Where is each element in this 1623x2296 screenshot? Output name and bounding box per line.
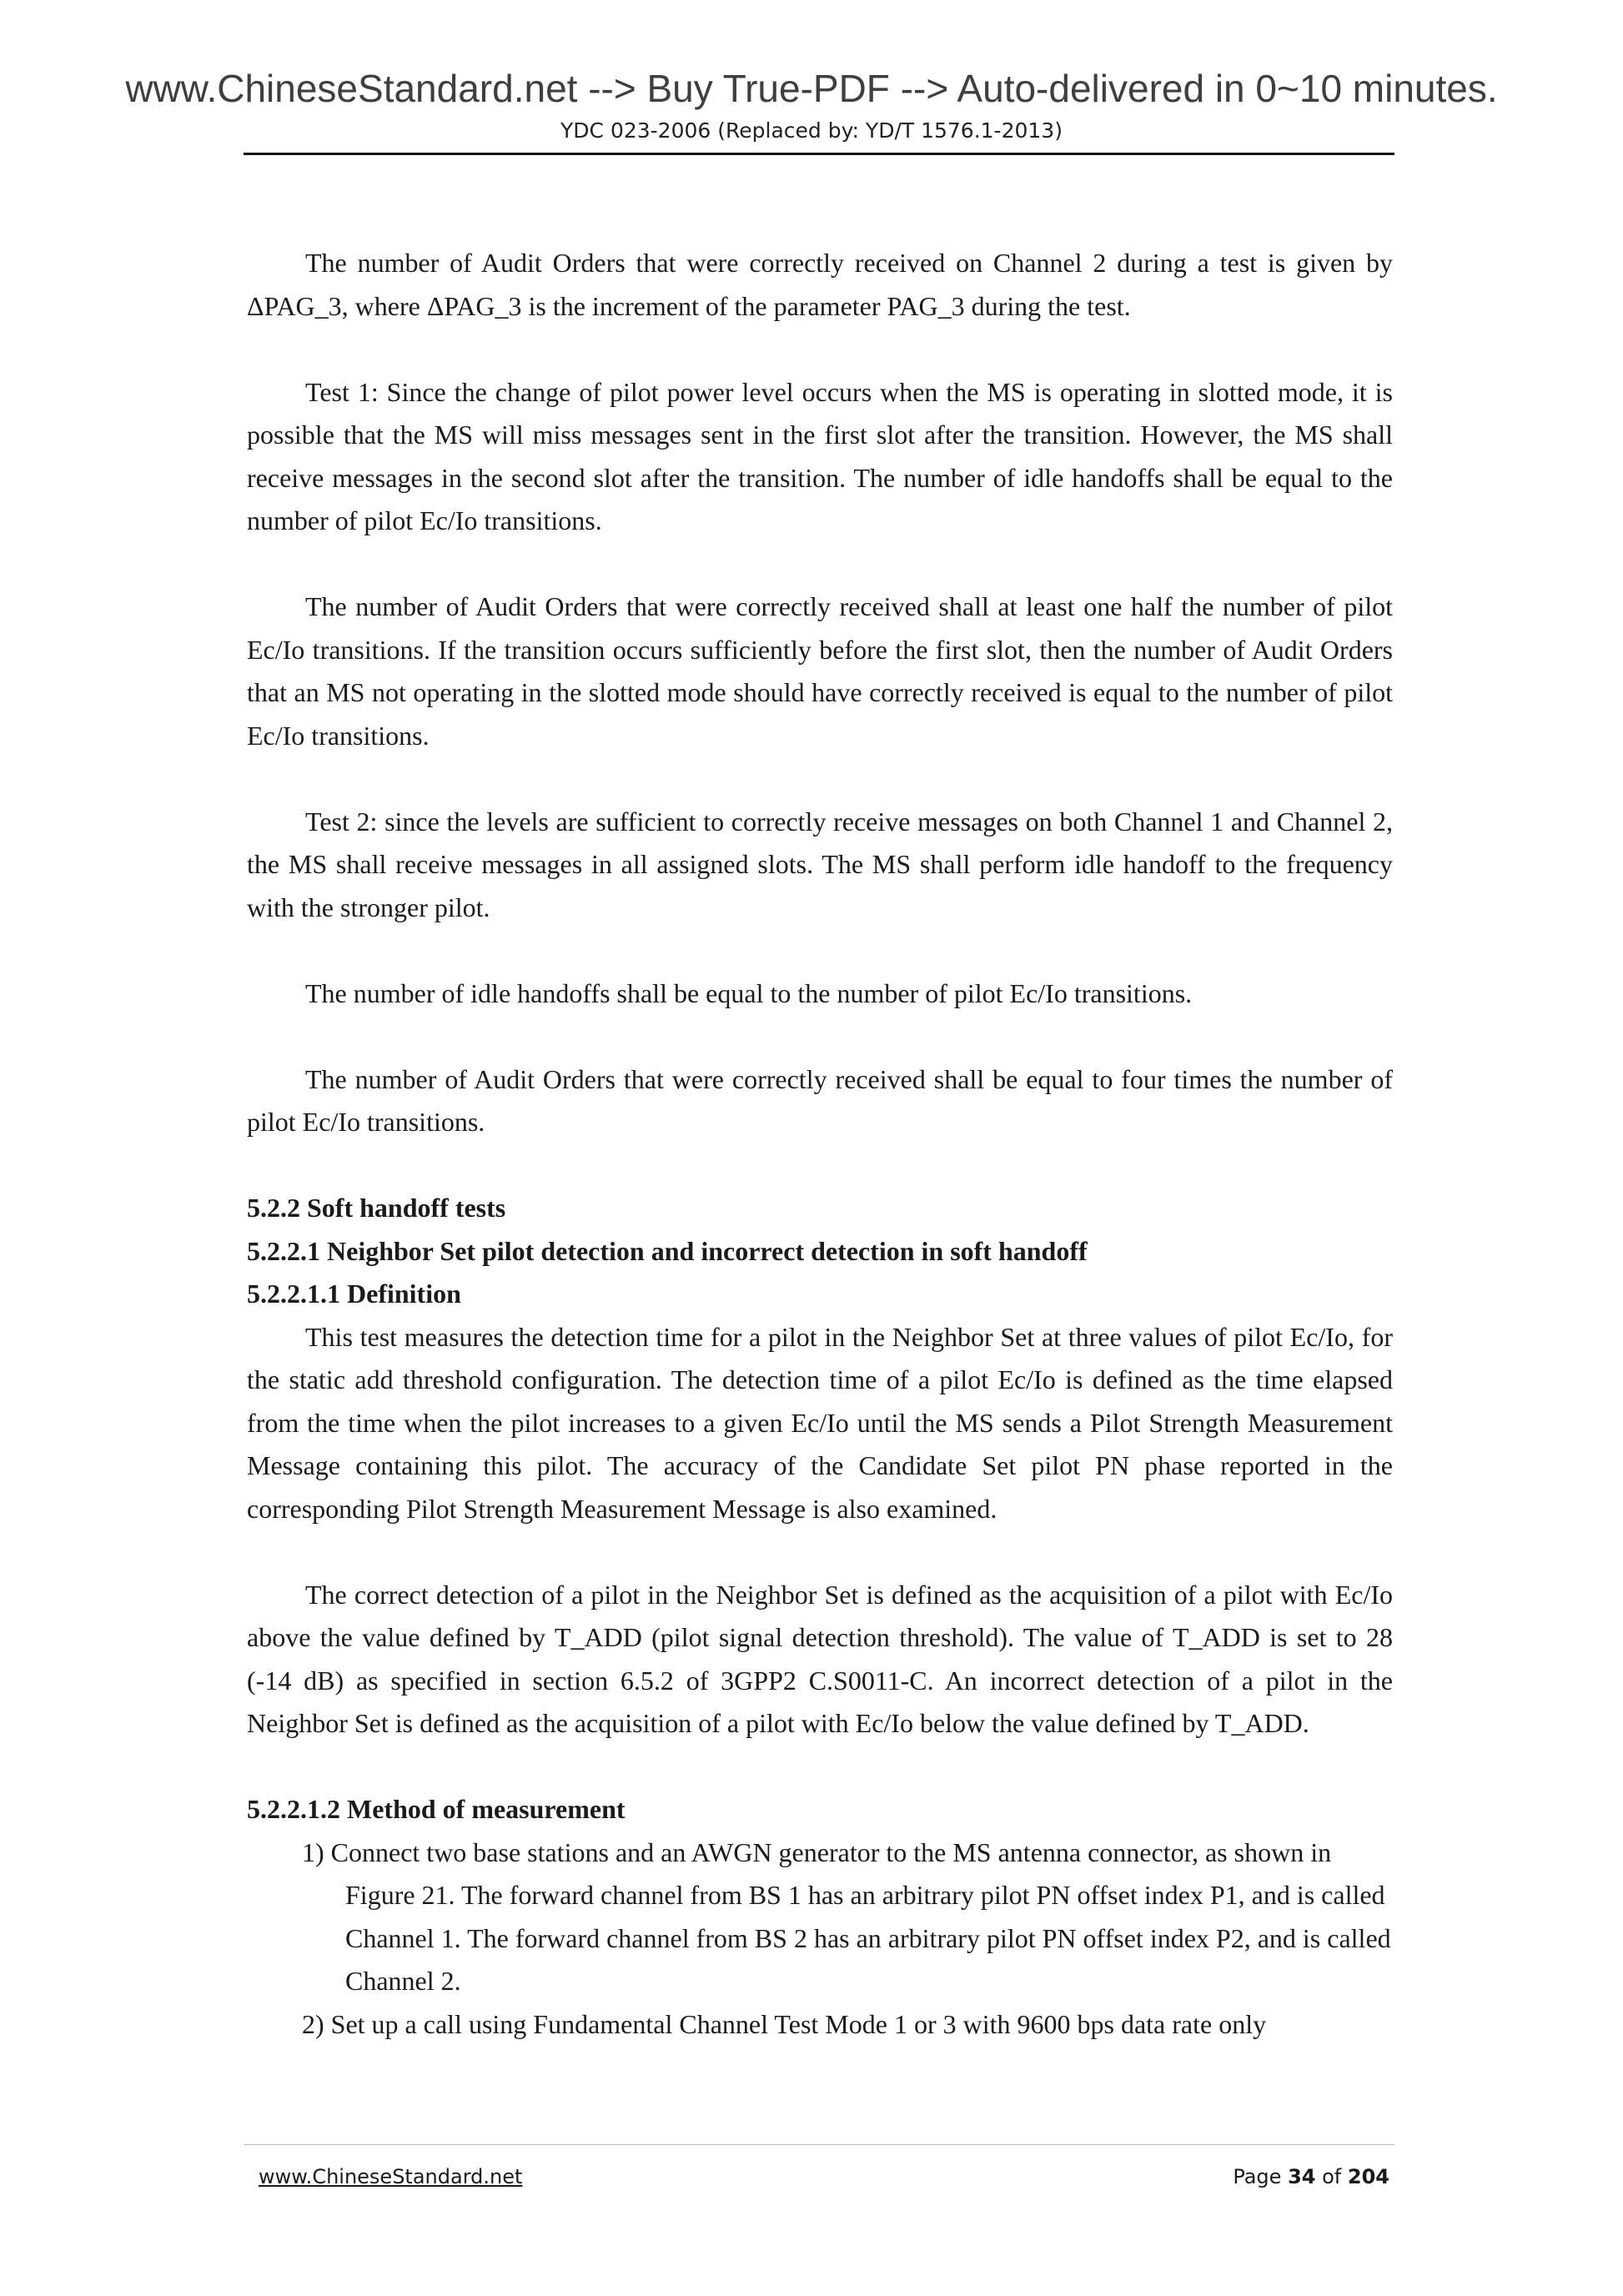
- paragraph-test-2: Test 2: since the levels are sufficient to correctly receive messages on both Channel 1 and Channel 2, the MS shall receive messages in all assigned slots. The MS shall perform idle handoff to the frequency with the stronger pilot.: [247, 806, 1393, 922]
- paragraph-audit-orders-four-times: The number of Audit Orders that were correctly received shall be equal to four times the number of pilot Ec/Io transitions.: [247, 1063, 1393, 1137]
- footer-site-link[interactable]: www.ChineseStandard.net: [259, 2165, 523, 2188]
- method-step-1: 1) Connect two base stations and an AWGN generator to the MS antenna connector, as shown in Figure 21. The forward channel from BS 1 has an arbitrary pilot PN offset index P1, and is called Channel 1. The forward channel from BS 2 has an arbitrary pilot PN offset index P2, and is called Channel 2.: [302, 1836, 1391, 1996]
- paragraph-correct-detection: The correct detection of a pilot in the Neighbor Set is defined as the acquisition of a pilot with Ec/Io above the value defined by T_ADD (pilot signal detection threshold). The value of T_ADD is set to 28 (-14 dB) as specified in section 6.5.2 of 3GPP2 C.S0011-C. An incorrect detection of a pilot in the Neighbor Set is defined as the acquisition of a pilot with Ec/Io below the value defined by T_ADD.: [247, 1579, 1393, 1738]
- page-body: [247, 242, 1393, 2046]
- method-step-2: 2) Set up a call using Fundamental Channel Test Mode 1 or 3 with 9600 bps data rate only: [302, 2008, 1267, 2039]
- section-heading-definition: 5.2.2.1.1 Definition: [247, 1279, 461, 1309]
- paragraph-test-1: Test 1: Since the change of pilot power level occurs when the MS is operating in slotted mode, it is possible that the MS will miss messages sent in the first slot after the transition. However, the MS shall receive messages in the second slot after the transition. The number of idle handoffs shall be equal to the number of pilot Ec/Io transitions.: [247, 376, 1393, 535]
- header-divider: [244, 153, 1394, 155]
- page-number: 34: [1288, 2165, 1316, 2188]
- purchase-banner[interactable]: www.ChineseStandard.net --> Buy True-PDF --> Auto-delivered in 0~10 minutes.: [125, 67, 1498, 110]
- page-of-label: of: [1322, 2165, 1342, 2188]
- section-heading-method: 5.2.2.1.2 Method of measurement: [247, 1794, 626, 1824]
- section-heading-soft-handoff: 5.2.2 Soft handoff tests: [247, 1193, 506, 1223]
- paragraph-detection-time: This test measures the detection time for a pilot in the Neighbor Set at three values of pilot Ec/Io, for the static add threshold configuration. The detection time of a pilot Ec/Io is defined as the time elapsed from the time when the pilot increases to a given Ec/Io until the MS sends a Pilot Strength Measurement Message containing this pilot. The accuracy of the Candidate Set pilot PN phase reported in the corresponding Pilot Strength Measurement Message is also examined.: [247, 1321, 1393, 1524]
- page-total: 204: [1347, 2165, 1389, 2188]
- section-heading-neighbor-set: 5.2.2.1 Neighbor Set pilot detection and incorrect detection in soft handoff: [247, 1235, 1088, 1266]
- paragraph-idle-handoffs: The number of idle handoffs shall be equal to the number of pilot Ec/Io transitions.: [305, 977, 1193, 1008]
- footer-divider: [244, 2144, 1394, 2145]
- page-indicator: [1233, 2163, 1389, 2190]
- page-label: Page: [1233, 2165, 1282, 2188]
- paragraph-audit-orders-half: The number of Audit Orders that were correctly received shall at least one half the number of pilot Ec/Io transitions. If the transition occurs sufficiently before the first slot, then the number of Audit Orders that an MS not operating in the slotted mode should have correctly received is equal to the number of pilot Ec/Io transitions.: [247, 591, 1393, 751]
- paragraph-audit-orders-channel-2: The number of Audit Orders that were correctly received on Channel 2 during a test is given by ΔPAG_3, where ΔPAG_3 is the increment of the parameter PAG_3 during the test.: [247, 248, 1393, 321]
- document-code-header: YDC 023-2006 (Replaced by: YD/T 1576.1-2013): [560, 118, 1063, 143]
